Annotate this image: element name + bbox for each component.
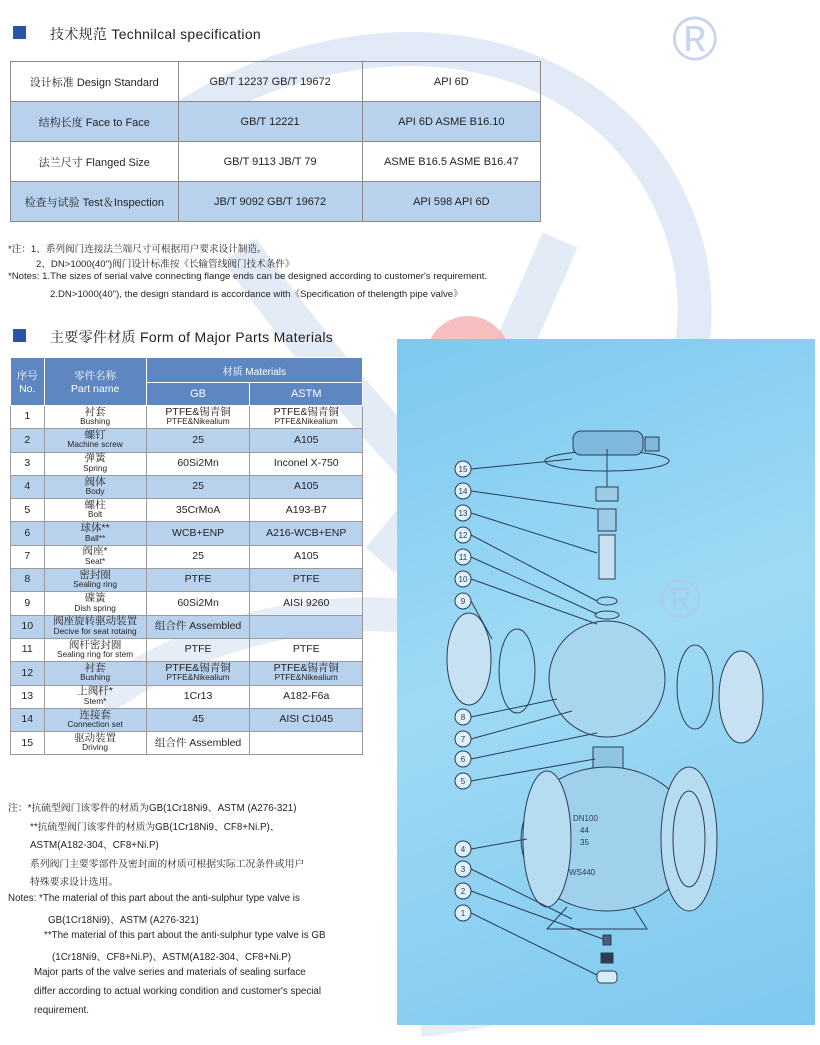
- spec-table: [10, 61, 541, 222]
- spec-row: [11, 62, 541, 102]
- part-no: [11, 592, 45, 615]
- part-name-en: Bushing: [80, 672, 111, 683]
- section-marker: [13, 329, 26, 342]
- part-no-value: 6: [24, 526, 31, 539]
- part-name: [44, 475, 146, 498]
- body-mark: 44: [580, 826, 589, 835]
- title-cn: 主要零件材质: [50, 329, 136, 345]
- part-name: [44, 406, 146, 429]
- part-name-cn: 球体**: [80, 522, 110, 535]
- part-astm-value: PTFE&锡青铜: [273, 661, 339, 674]
- part-name-cn: 阀座*: [82, 545, 108, 558]
- parts-row: [11, 638, 363, 661]
- gearbox: [573, 431, 643, 455]
- leader-12: [471, 535, 597, 601]
- leader-1: [471, 913, 597, 975]
- parts-body: [11, 406, 363, 755]
- part-astm-value: AISI C1045: [279, 713, 334, 726]
- callout-number: 5: [460, 777, 466, 786]
- part-no: [11, 522, 45, 545]
- part-astm: [250, 662, 363, 685]
- part-gb-value: 45: [192, 713, 204, 726]
- part-name: [44, 638, 146, 661]
- spec-gb: GB/T 9113 JB/T 79: [178, 142, 362, 182]
- part-astm: [250, 406, 363, 429]
- part-name: [44, 685, 146, 708]
- part-gb: [146, 475, 250, 498]
- part-gb: [146, 429, 250, 452]
- part-name: [44, 522, 146, 545]
- part-name-cn: 连接套: [79, 708, 111, 721]
- spec-row: [11, 102, 541, 142]
- part-name-cn: 弹簧: [84, 452, 106, 465]
- part-name-cn: 驱动装置: [74, 731, 117, 744]
- callout-number: 13: [458, 509, 468, 518]
- part-name: [44, 615, 146, 638]
- left-sealing-ring: [447, 613, 491, 705]
- part-astm: [250, 569, 363, 592]
- note-line: ASTM(A182-304、CF8+Ni.P): [30, 840, 159, 852]
- parts-row: [11, 685, 363, 708]
- part-no: [11, 685, 45, 708]
- part-name: [44, 569, 146, 592]
- part-name-cn: 阀杆密封圈: [68, 638, 122, 651]
- part-astm-value: A105: [293, 550, 319, 563]
- part-no-value: 12: [21, 666, 34, 679]
- parts-row: [11, 429, 363, 452]
- note-line: requirement.: [34, 1004, 89, 1016]
- part-no-value: 10: [21, 620, 34, 633]
- spec-api: API 598 API 6D: [362, 182, 540, 222]
- part-name: [44, 662, 146, 685]
- header-gb: GB: [146, 383, 250, 406]
- spec-label: 法兰尺寸 Flanged Size: [11, 142, 179, 182]
- part-gb-value: PTFE: [184, 643, 212, 656]
- header-name-cn: 零件名称: [74, 370, 117, 382]
- part-no: [11, 569, 45, 592]
- part-gb-value: PTFE&锡青铜: [165, 661, 231, 674]
- part-gb: [146, 732, 250, 755]
- note-line: **抗硫型阀门该零件的材质为GB(1Cr18Ni9、CF8+Ni.P)、: [30, 821, 280, 833]
- callout-number: 1: [460, 909, 466, 918]
- part-name-cn: 密封圈: [79, 568, 111, 581]
- note-line: *Notes: 1.The sizes of serial valve connecting flange ends can be designed according to customer's requirement.: [8, 271, 488, 282]
- leader-8: [471, 699, 557, 717]
- part-name: [44, 592, 146, 615]
- section-title-spec: [50, 24, 261, 44]
- part-astm: [250, 452, 363, 475]
- part-no: [11, 662, 45, 685]
- callout-number: 8: [460, 713, 466, 722]
- part-gb: [146, 569, 250, 592]
- part-astm-en: PTFE&Nikealium: [274, 416, 338, 427]
- body-mark: 35: [580, 838, 589, 847]
- part-astm-value: A105: [293, 433, 319, 446]
- leader-15: [471, 459, 572, 469]
- header-no-en: No.: [19, 383, 36, 395]
- note-line: (1Cr18Ni9、CF8+Ni.P)、ASTM(A182-304、CF8+Ni.P): [52, 951, 291, 963]
- header-name: [44, 358, 146, 406]
- part-no-value: 1: [24, 410, 31, 423]
- part-gb: [146, 545, 250, 568]
- part-name-en: Bushing: [80, 416, 111, 427]
- part-astm-value: A193-B7: [285, 503, 327, 516]
- parts-row: [11, 545, 363, 568]
- parts-header-row: [11, 358, 363, 383]
- parts-row: [11, 522, 363, 545]
- callout-number: 9: [460, 597, 466, 606]
- part-gb-value: 25: [192, 480, 204, 493]
- part-astm: [250, 638, 363, 661]
- part-astm: [250, 475, 363, 498]
- header-astm: ASTM: [250, 383, 363, 406]
- spring: [601, 953, 613, 963]
- part-astm: [250, 429, 363, 452]
- valve-svg: [397, 339, 815, 1025]
- note-line: differ according to actual working condition and customer's special: [34, 986, 322, 997]
- note-line: 系列阀门主要零部件及密封面的材质可根据实际工况条件或用户: [30, 858, 305, 870]
- part-name-en: Dish spring: [74, 602, 116, 613]
- spec-label: 检查与试验 Test＆Inspection: [11, 182, 179, 222]
- gearbox-cap: [645, 437, 659, 451]
- part-astm-value: A216-WCB+ENP: [266, 526, 347, 539]
- parts-row: [11, 406, 363, 429]
- part-name-en: Sealing ring: [73, 579, 117, 590]
- note-line: Notes: *The material of this part about the anti-sulphur type valve is: [8, 893, 300, 904]
- parts-row: [11, 592, 363, 615]
- part-astm: [250, 592, 363, 615]
- part-name-en: Connection set: [67, 719, 123, 729]
- note-line: GB(1Cr18Ni9)、ASTM (A276-321): [48, 914, 199, 926]
- spec-api: ASME B16.5 ASME B16.47: [362, 142, 540, 182]
- note-line: 2.DN>1000(40"), the design standard is accordance with《Specification of thelength pipe valve》: [50, 289, 463, 300]
- part-no: [11, 475, 45, 498]
- part-gb-value: PTFE&锡青铜: [165, 405, 231, 418]
- part-no: [11, 545, 45, 568]
- part-gb: [146, 522, 250, 545]
- part-no: [11, 732, 45, 755]
- part-no: [11, 499, 45, 522]
- part-no: [11, 452, 45, 475]
- right-flange: [661, 767, 717, 911]
- part-name-cn: 螺柱: [84, 498, 106, 511]
- callout-number: 10: [458, 575, 468, 584]
- part-gb: [146, 708, 250, 731]
- callout-number: 14: [458, 487, 468, 496]
- left-seat: [499, 629, 535, 713]
- spec-gb: GB/T 12221: [178, 102, 362, 142]
- parts-row: [11, 499, 363, 522]
- bushing-lower: [597, 971, 617, 983]
- callout-number: 3: [460, 865, 466, 874]
- part-gb: [146, 638, 250, 661]
- part-gb: [146, 406, 250, 429]
- part-name-en: Machine screw: [67, 439, 123, 450]
- part-gb: [146, 615, 250, 638]
- bushing-upper: [595, 611, 619, 619]
- part-name-en: Bolt: [87, 509, 103, 520]
- title-en: Form of Major Parts Materials: [140, 329, 334, 345]
- callout-number: 2: [460, 887, 466, 896]
- callout-number: 4: [460, 845, 466, 854]
- part-name-en: Spring: [83, 462, 108, 473]
- note-line: 特殊要求设计选用。: [30, 877, 119, 889]
- header-no-cn: 序号: [16, 370, 38, 382]
- leader-6: [471, 733, 597, 759]
- part-no-value: 3: [24, 456, 31, 469]
- part-name: [44, 429, 146, 452]
- parts-row: [11, 452, 363, 475]
- leader-13: [471, 513, 597, 553]
- note-line: 2、DN>1000(40")阀门设计标准按《长输管线阀门技术条件》: [36, 259, 295, 270]
- spec-label: 结构长度 Face to Face: [11, 102, 179, 142]
- part-gb-en: PTFE&Nikealium: [166, 672, 230, 683]
- leader-14: [471, 491, 597, 509]
- part-no-value: 9: [24, 596, 31, 609]
- part-no-value: 7: [24, 550, 31, 563]
- part-name-cn: 衬套: [84, 405, 106, 418]
- left-flange: [523, 771, 571, 907]
- part-name: [44, 732, 146, 755]
- header-materials: 材质 Materials: [146, 358, 362, 383]
- part-name-en: Seat*: [84, 555, 106, 566]
- leader-4: [471, 839, 527, 849]
- note-line: Major parts of the valve series and materials of sealing surface: [34, 967, 306, 979]
- part-no: [11, 429, 45, 452]
- body-mark: DN100: [573, 814, 598, 823]
- part-gb-value: 25: [192, 550, 204, 563]
- part-name-cn: 衬套: [84, 661, 106, 674]
- part-name-en: Body: [85, 486, 105, 497]
- part-gb-value: 60Si2Mn: [177, 596, 219, 609]
- note-line: 注：*抗硫型阀门该零件的材质为GB(1Cr18Ni9、ASTM (A276-321): [8, 803, 297, 814]
- section-title-materials: [50, 327, 333, 347]
- part-no: [11, 638, 45, 661]
- part-name-en: Driving: [82, 742, 108, 753]
- part-no: [11, 708, 45, 731]
- spec-row: [11, 182, 541, 222]
- part-name-en: Decive for seat rotaing: [53, 625, 137, 636]
- spec-api: API 6D ASME B16.10: [362, 102, 540, 142]
- part-astm-en: PTFE&Nikealium: [274, 672, 338, 683]
- parts-row: [11, 662, 363, 685]
- right-sealing-ring: [719, 651, 763, 743]
- part-gb-value: 1Cr13: [183, 689, 213, 702]
- callout-number: 15: [458, 465, 468, 474]
- spec-row: [11, 142, 541, 182]
- spec-gb: GB/T 12237 GB/T 19672: [178, 62, 362, 102]
- part-astm-value: A182-F6a: [283, 689, 330, 702]
- part-no-value: 15: [21, 736, 34, 749]
- part-no-value: 4: [24, 480, 31, 493]
- stem-seal: [597, 597, 617, 605]
- part-astm: [250, 615, 363, 638]
- callout-number: 12: [458, 531, 468, 540]
- note-line: **The material of this part about the anti-sulphur type valve is GB: [44, 930, 326, 942]
- leader-7: [471, 711, 572, 739]
- parts-row: [11, 475, 363, 498]
- part-name: [44, 452, 146, 475]
- part-name: [44, 499, 146, 522]
- part-gb: [146, 499, 250, 522]
- part-no-value: 5: [24, 503, 31, 516]
- part-gb-value: WCB+ENP: [171, 526, 225, 539]
- ball: [549, 621, 665, 737]
- connection-set-top: [596, 487, 618, 501]
- part-astm: [250, 708, 363, 731]
- part-name-cn: 碟簧: [84, 592, 106, 605]
- connection-set: [598, 509, 616, 531]
- title-cn: 技术规范: [50, 26, 108, 42]
- part-astm-value: AISI 9260: [283, 596, 330, 609]
- header-name-en: Part name: [70, 383, 120, 395]
- parts-table: [10, 357, 363, 755]
- part-gb-value: 60Si2Mn: [177, 456, 219, 469]
- part-name-cn: 上阀杆*: [77, 685, 113, 698]
- part-gb: [146, 452, 250, 475]
- part-astm-value: Inconel X-750: [273, 456, 339, 469]
- part-name-cn: 阀体: [84, 475, 106, 488]
- parts-row: [11, 569, 363, 592]
- callout-number: 6: [460, 755, 466, 764]
- callout-number: 7: [460, 735, 466, 744]
- part-no: [11, 615, 45, 638]
- parts-row: [11, 708, 363, 731]
- part-no-value: 8: [24, 573, 31, 586]
- part-astm: [250, 732, 363, 755]
- part-gb-value: 组合件 Assembled: [154, 620, 242, 633]
- part-gb-value: 组合件 Assembled: [154, 736, 242, 749]
- part-no-value: 13: [21, 689, 34, 702]
- part-astm: [250, 499, 363, 522]
- body-mark: WS440: [569, 868, 596, 877]
- part-no: [11, 406, 45, 429]
- part-no-value: 2: [24, 433, 31, 446]
- valve-exploded-drawing: [397, 339, 815, 1025]
- part-astm-value: PTFE: [292, 573, 320, 586]
- part-gb-value: PTFE: [184, 573, 212, 586]
- part-gb: [146, 662, 250, 685]
- part-gb: [146, 685, 250, 708]
- spec-api: API 6D: [362, 62, 540, 102]
- header-no: [11, 358, 45, 406]
- title-en: Technilcal specification: [111, 26, 262, 42]
- screw: [603, 935, 611, 945]
- registered-mark-mid: ®: [660, 567, 702, 630]
- parts-row: [11, 732, 363, 755]
- part-no-value: 11: [21, 643, 33, 656]
- part-name-cn: 螺钉: [84, 428, 106, 441]
- section-marker: [13, 26, 26, 39]
- part-name: [44, 708, 146, 731]
- stem: [599, 535, 615, 579]
- part-astm-value: PTFE&锡青铜: [273, 405, 339, 418]
- part-name-en: Stem*: [83, 695, 107, 706]
- part-name-en: Sealing ring for stem: [57, 649, 134, 660]
- right-seat: [677, 645, 713, 729]
- part-gb-en: PTFE&Nikealium: [166, 416, 230, 427]
- parts-row: [11, 615, 363, 638]
- part-astm: [250, 545, 363, 568]
- part-name: [44, 545, 146, 568]
- part-name-en: Ball**: [84, 532, 106, 543]
- part-astm-value: PTFE: [292, 643, 320, 656]
- part-astm: [250, 522, 363, 545]
- spec-label: 设计标准 Design Standard: [11, 62, 179, 102]
- part-no-value: 14: [21, 713, 34, 726]
- part-astm-value: A105: [293, 480, 319, 493]
- part-gb-value: 25: [192, 433, 204, 446]
- registered-mark-top: ®: [672, 5, 718, 74]
- part-gb-value: 35CrMoA: [175, 503, 221, 516]
- callout-number: 11: [458, 553, 468, 562]
- note-line: *注：1、系列阀门连接法兰端尺寸可根据用户要求设计制造。: [8, 244, 267, 255]
- part-name-cn: 阀座旋转驱动装置: [53, 615, 138, 628]
- part-gb: [146, 592, 250, 615]
- spec-gb: JB/T 9092 GB/T 19672: [178, 182, 362, 222]
- part-astm: [250, 685, 363, 708]
